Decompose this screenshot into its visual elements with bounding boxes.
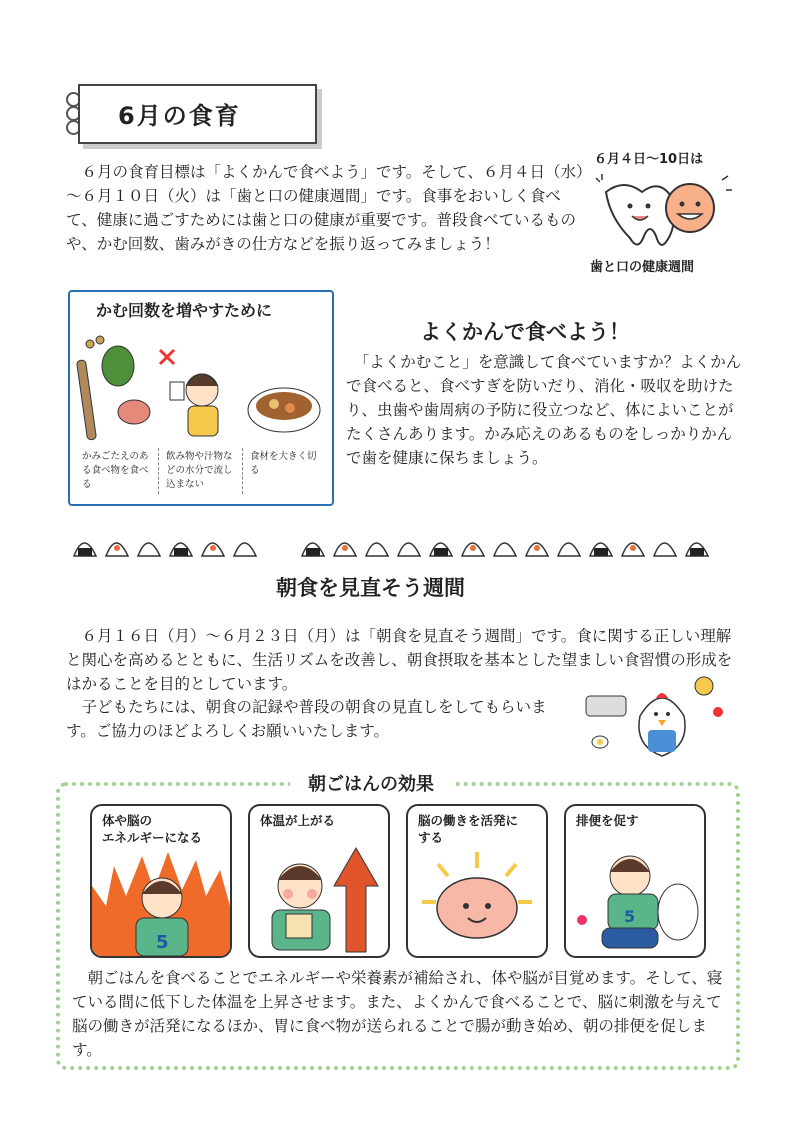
svg-text:5: 5 — [624, 907, 636, 926]
effects-paragraph: 朝ごはんを食べることでエネルギーや栄養素が補給され、体や脳が目覚めます。そして、寝ている間に低下した体温を上昇させます。また、よくかんで食べることで、脳に刺激を与えて脳の働きが活発になるほか、胃に食べ物が送られることで腸が動き始め、朝の排便を促します。 — [72, 969, 723, 1059]
chew-heading: よくかんで食べよう！ — [420, 320, 630, 344]
effect-card-label: 排便を促す — [576, 813, 639, 828]
happy-brain-illustration — [408, 846, 546, 956]
intro-paragraph: ６月の食育目標は「よくかんで食べよう」です。そして、６月４日（水）～６月１０日（火）は「歯と口の健康週間」です。食事をおいしく食べて、健康に過ごすためには歯と口の健康が重要です。普段食べているものや、かむ回数、歯みがきの仕方などを振り返ってみましょう！ — [66, 163, 584, 253]
chew-caption-1: かみごたえのある食べ物を食べる — [82, 451, 149, 490]
week-name: 歯と口の健康週間 — [590, 260, 695, 275]
svg-text:5: 5 — [156, 932, 169, 953]
effect-card-brain — [406, 804, 548, 958]
chew-tips-illustrations — [76, 330, 326, 445]
chew-caption-2: 飲み物や汁物などの水分で流し込まない — [166, 451, 233, 490]
effect-card-label: 体温が上がる — [260, 813, 336, 828]
energy-boy-illustration — [92, 846, 230, 956]
chicken-cook-illustration — [580, 676, 730, 760]
toilet-boy-illustration — [566, 836, 704, 956]
effect-card-bowel — [564, 804, 706, 958]
chew-tips-title: かむ回数を増やすために — [96, 301, 273, 320]
effect-card-energy — [90, 804, 232, 958]
divider — [158, 448, 159, 494]
effect-card-temperature — [248, 804, 390, 958]
chew-paragraph: 「よくかむこと」を意識して食べていますか？よくかんで食べると、食べすぎを防いだり、消化・吸収を助けたり、虫歯や歯周病の予防に役立つなど、体によいことがたくさんあります。かみ応えのあるものをしっかりかんで歯を健康に保ちましょう。 — [346, 353, 742, 467]
effect-card-label: 脳の働きを活発に する — [418, 813, 519, 845]
breakfast-paragraph-2: 子どもたちには、朝食の記録や普段の朝食の見直しをしてもらいます。ご協力のほどよろしくお願いいたします。 — [66, 698, 547, 740]
onigiri-divider — [70, 530, 730, 560]
tooth-characters-illustration — [588, 168, 738, 252]
page-title: 6月の食育 — [118, 102, 241, 130]
effect-card-label: 体や脳の エネルギーになる — [102, 813, 203, 845]
breakfast-effects-title: 朝ごはんの効果 — [290, 770, 452, 796]
breakfast-paragraph-1: ６月１６日（月）～６月２３日（月）は「朝食を見直そう週間」です。食に関する正しい理解と関心を高めるとともに、生活リズムを改善し、朝食摂取を基本とした望ましい食習慣の形成をはかることを目的としています。 — [66, 627, 733, 693]
divider — [242, 448, 243, 494]
temperature-boy-illustration — [250, 836, 388, 956]
breakfast-week-heading: 朝食を見直そう週間 — [276, 576, 465, 600]
chew-caption-3: 食材を大きく切る — [250, 451, 317, 476]
week-dates: ６月４日～10日は — [594, 152, 704, 167]
